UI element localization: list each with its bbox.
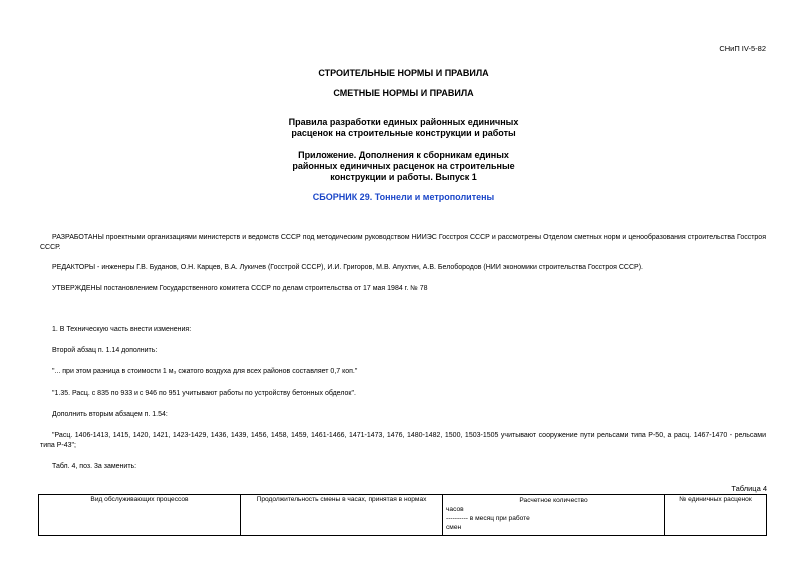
title-appendix	[0, 150, 807, 183]
collection-title: СБОРНИК 29. Тоннели и метрополитены	[312, 192, 495, 202]
paragraph-editors: РЕДАКТОРЫ - инженеры Г.В. Буданов, О.Н. Карцев, В.А. Лукичев (Госстрой СССР), И.И. Григоров, М.В. Апухтин, А.В. Белобородов (НИИ экономики строительства Госстроя СССР).	[52, 264, 643, 271]
paragraph-item-1: 1. В Техническую часть внести изменения:	[52, 326, 192, 333]
header-process: Вид обслуживающих процессов	[39, 495, 241, 536]
header-calc	[443, 495, 665, 536]
header-rates-no: № единичных расценок	[665, 495, 767, 536]
title-estimate-norms: СМЕТНЫЕ НОРМЫ И ПРАВИЛА	[333, 88, 474, 98]
paragraph-approved: УТВЕРЖДЕНЫ постановлением Государственного комитета СССР по делам строительства от 17 мая 1984 г. № 78	[52, 285, 428, 292]
header-calc-top: часов	[446, 506, 464, 513]
header-duration: Продолжительность смены в часах, принятая в нормах	[241, 495, 443, 536]
paragraph-developed: РАЗРАБОТАНЫ проектными организациями министерств и ведомств СССР под методическим руководством НИИЭС Госстроя СССР и рассмотрены Отделом сметных норм и ценообразования строительства Госстроя СССР.	[40, 234, 766, 251]
document-code: СНиП IV-5-82	[719, 44, 766, 53]
title-appendix-line-1: Приложение. Дополнения к сборникам единых	[298, 150, 509, 160]
paragraph-supplement: Дополнить вторым абзацем п. 1.54:	[52, 411, 168, 418]
table-header-row	[39, 495, 767, 536]
header-calc-mid: ---------- в месяц при работе	[446, 515, 530, 522]
header-calc-bottom: смен	[446, 524, 462, 531]
title-appendix-line-3: конструкции и работы. Выпуск 1	[330, 172, 477, 182]
title-rules-line-2: расценок на строительные конструкции и работы	[291, 128, 516, 138]
table-4	[38, 494, 767, 536]
paragraph-quote-air: "... при этом разница в стоимости 1 м₃ сжатого воздуха для всех районов составляет 0,7 коп."	[52, 368, 358, 375]
title-rules-line-1: Правила разработки единых районных единичных	[288, 117, 519, 127]
table-caption: Таблица 4	[731, 484, 767, 493]
paragraph-second-para: Второй абзац п. 1.14 дополнить:	[52, 347, 158, 354]
paragraph-quote-135: "1.35. Расц. с 835 по 933 и с 946 по 951 учитывают работы по устройству бетонных обделок".	[52, 390, 356, 397]
paragraph-quote-rates: "Расц. 1406-1413, 1415, 1420, 1421, 1423-1429, 1436, 1439, 1456, 1458, 1459, 1461-1466, 1471-1473, 1476, 1480-1482, 1500, 1503-1505 учитывают сооружение пути рельсами типа Р-50, а расц. 1467-1470 - рельсами типа Р-43";	[40, 432, 766, 449]
paragraph-table-replace: Табл. 4, поз. 3а заменить:	[52, 463, 137, 470]
title-rules	[0, 117, 807, 139]
title-building-norms: СТРОИТЕЛЬНЫЕ НОРМЫ И ПРАВИЛА	[318, 68, 489, 78]
header-calc-label: Расчетное количество	[519, 497, 588, 504]
title-appendix-line-2: районных единичных расценок на строительные	[292, 161, 515, 171]
